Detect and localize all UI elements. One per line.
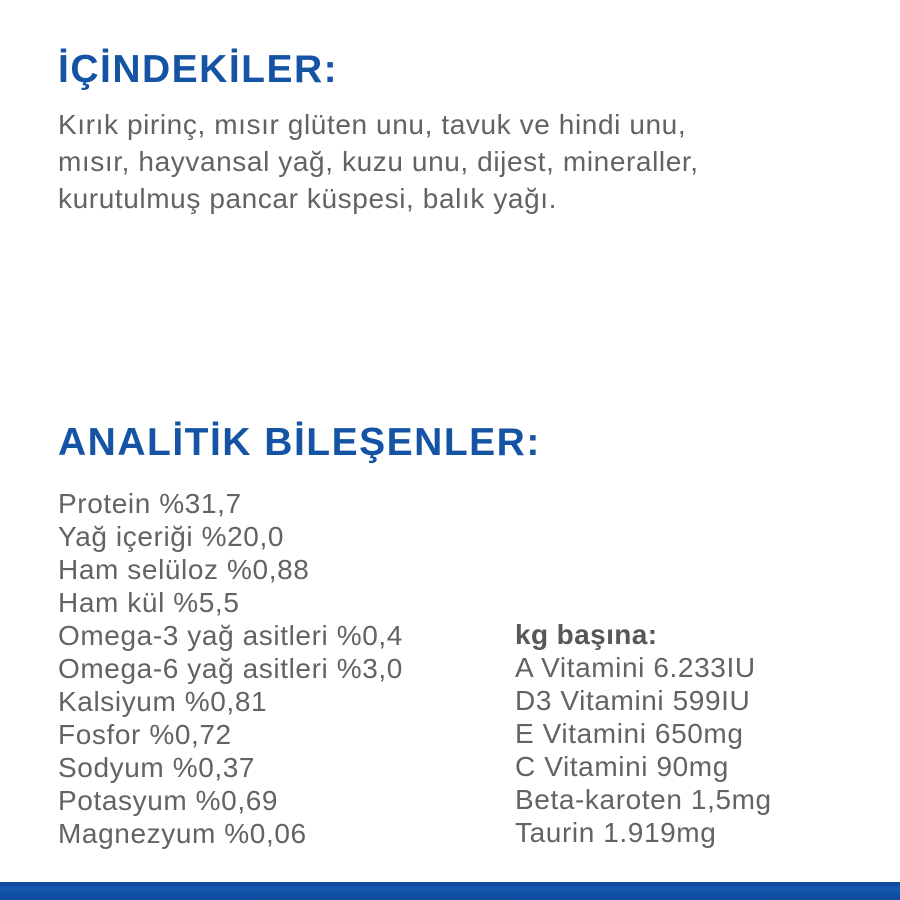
component-item-fiber: Ham selüloz %0,88 <box>58 554 310 585</box>
vitamin-item-a: A Vitamini 6.233IU <box>515 652 756 683</box>
analytical-components-heading: ANALİTİK BİLEŞENLER: <box>58 421 541 464</box>
analytical-components-list <box>58 487 403 850</box>
vitamin-item-c: C Vitamini 90mg <box>515 751 729 782</box>
ingredients-heading: İÇİNDEKİLER: <box>58 48 339 91</box>
vitamin-item-betacarotene: Beta-karoten 1,5mg <box>515 784 772 815</box>
component-item-magnesium: Magnezyum %0,06 <box>58 818 307 849</box>
ingredients-line: mısır, hayvansal yağ, kuzu unu, dijest, mineraller, <box>58 146 699 177</box>
ingredients-paragraph <box>58 106 858 217</box>
vitamin-item-d3: D3 Vitamini 599IU <box>515 685 751 716</box>
bottom-accent-bar <box>0 882 900 900</box>
per-kg-heading: kg başına: <box>515 619 658 650</box>
component-item-phosphorus: Fosfor %0,72 <box>58 719 232 750</box>
component-item-potassium: Potasyum %0,69 <box>58 785 279 816</box>
component-item-omega3: Omega-3 yağ asitleri %0,4 <box>58 620 403 651</box>
vitamin-item-e: E Vitamini 650mg <box>515 718 744 749</box>
ingredients-line: Kırık pirinç, mısır glüten unu, tavuk ve hindi unu, <box>58 109 687 140</box>
component-item-omega6: Omega-6 yağ asitleri %3,0 <box>58 653 403 684</box>
component-item-ash: Ham kül %5,5 <box>58 587 240 618</box>
ingredients-line: kurutulmuş pancar küspesi, balık yağı. <box>58 183 558 214</box>
vitamin-item-taurine: Taurin 1.919mg <box>515 817 717 848</box>
component-item-fat: Yağ içeriği %20,0 <box>58 521 285 552</box>
component-item-calcium: Kalsiyum %0,81 <box>58 686 268 717</box>
component-item-sodium: Sodyum %0,37 <box>58 752 256 783</box>
per-kg-vitamins-block <box>515 618 772 849</box>
component-item-protein: Protein %31,7 <box>58 488 242 519</box>
